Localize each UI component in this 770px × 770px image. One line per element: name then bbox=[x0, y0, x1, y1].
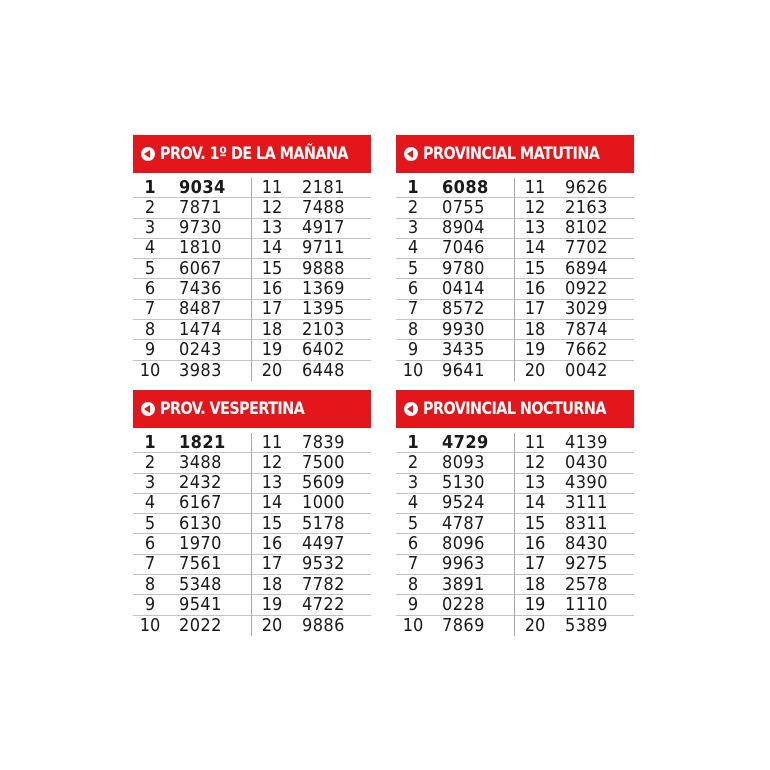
position-number: 12 bbox=[524, 196, 546, 218]
result-row bbox=[515, 595, 634, 615]
drawn-number: 7869 bbox=[442, 614, 485, 636]
result-row bbox=[252, 340, 371, 360]
result-row bbox=[252, 219, 371, 239]
position-number: 1 bbox=[407, 176, 419, 198]
result-row bbox=[515, 219, 634, 239]
result-row bbox=[252, 575, 371, 595]
drawn-number: 3111 bbox=[565, 492, 608, 514]
drawn-number: 6894 bbox=[565, 257, 608, 279]
result-row bbox=[515, 555, 634, 575]
result-row bbox=[252, 494, 371, 514]
drawn-number: 7488 bbox=[302, 196, 345, 218]
drawn-number: 6130 bbox=[179, 512, 222, 534]
drawn-number: 7662 bbox=[565, 338, 608, 360]
result-row bbox=[133, 361, 251, 381]
result-row bbox=[133, 474, 251, 494]
drawn-number: 7871 bbox=[179, 196, 222, 218]
result-row bbox=[515, 259, 634, 279]
position-number: 8 bbox=[144, 318, 156, 340]
position-number: 13 bbox=[261, 472, 283, 494]
position-number: 20 bbox=[524, 359, 546, 381]
drawn-number: 1395 bbox=[302, 298, 345, 320]
result-row bbox=[133, 433, 251, 453]
position-number: 14 bbox=[524, 492, 546, 514]
drawn-number: 8093 bbox=[442, 451, 485, 473]
result-row bbox=[396, 300, 514, 320]
result-row bbox=[396, 433, 514, 453]
drawn-number: 9963 bbox=[442, 553, 485, 575]
drawn-number: 4139 bbox=[565, 431, 608, 453]
result-row bbox=[396, 494, 514, 514]
drawn-number: 7561 bbox=[179, 553, 222, 575]
result-row bbox=[133, 178, 251, 198]
drawn-number: 8311 bbox=[565, 512, 608, 534]
drawn-number: 7046 bbox=[442, 237, 485, 259]
result-row bbox=[133, 219, 251, 239]
position-number: 7 bbox=[407, 298, 419, 320]
result-row bbox=[133, 320, 251, 340]
position-number: 15 bbox=[261, 257, 283, 279]
position-number: 8 bbox=[407, 318, 419, 340]
position-number: 4 bbox=[407, 237, 419, 259]
result-row bbox=[133, 616, 251, 636]
result-row bbox=[252, 361, 371, 381]
drawn-number: 8572 bbox=[442, 298, 485, 320]
position-number: 19 bbox=[261, 338, 283, 360]
position-number: 16 bbox=[524, 277, 546, 299]
panel-title: PROV. VESPERTINA bbox=[160, 399, 305, 419]
drawn-number: 4497 bbox=[302, 532, 345, 554]
arrow-left-circle-icon bbox=[141, 147, 155, 161]
position-number: 17 bbox=[524, 298, 546, 320]
position-number: 1 bbox=[144, 176, 156, 198]
result-row bbox=[515, 178, 634, 198]
results-column-left bbox=[396, 433, 515, 636]
panel-header bbox=[396, 390, 634, 428]
result-row bbox=[515, 361, 634, 381]
result-row bbox=[515, 279, 634, 299]
panel-header bbox=[396, 135, 634, 173]
results-panel bbox=[133, 390, 371, 636]
drawn-number: 8487 bbox=[179, 298, 222, 320]
drawn-number: 8430 bbox=[565, 532, 608, 554]
position-number: 11 bbox=[261, 176, 283, 198]
position-number: 8 bbox=[144, 573, 156, 595]
results-column-left bbox=[133, 178, 252, 381]
result-row bbox=[252, 534, 371, 554]
drawn-number: 5389 bbox=[565, 614, 608, 636]
results-panel bbox=[396, 135, 634, 381]
result-row bbox=[396, 616, 514, 636]
arrow-left-circle-icon bbox=[141, 402, 155, 416]
position-number: 18 bbox=[524, 573, 546, 595]
position-number: 10 bbox=[402, 359, 424, 381]
drawn-number: 4917 bbox=[302, 217, 345, 239]
drawn-number: 4722 bbox=[302, 593, 345, 615]
drawn-number: 3435 bbox=[442, 338, 485, 360]
drawn-number: 3029 bbox=[565, 298, 608, 320]
result-row bbox=[133, 494, 251, 514]
result-row bbox=[515, 494, 634, 514]
result-row bbox=[133, 453, 251, 473]
drawn-number: 6402 bbox=[302, 338, 345, 360]
drawn-number: 7436 bbox=[179, 277, 222, 299]
results-column-right bbox=[515, 178, 634, 381]
position-number: 13 bbox=[524, 217, 546, 239]
result-row bbox=[515, 340, 634, 360]
results-column-left bbox=[396, 178, 515, 381]
result-row bbox=[515, 198, 634, 218]
drawn-number: 2022 bbox=[179, 614, 222, 636]
position-number: 14 bbox=[261, 237, 283, 259]
position-number: 2 bbox=[144, 451, 156, 473]
position-number: 12 bbox=[261, 196, 283, 218]
position-number: 15 bbox=[261, 512, 283, 534]
result-row bbox=[252, 300, 371, 320]
result-row bbox=[252, 616, 371, 636]
position-number: 18 bbox=[261, 573, 283, 595]
drawn-number: 5348 bbox=[179, 573, 222, 595]
panel-header bbox=[133, 390, 371, 428]
result-row bbox=[396, 514, 514, 534]
position-number: 2 bbox=[144, 196, 156, 218]
position-number: 9 bbox=[144, 338, 156, 360]
position-number: 17 bbox=[261, 553, 283, 575]
result-row bbox=[515, 616, 634, 636]
result-row bbox=[515, 575, 634, 595]
position-number: 3 bbox=[144, 472, 156, 494]
result-row bbox=[515, 300, 634, 320]
drawn-number: 5130 bbox=[442, 472, 485, 494]
result-row bbox=[252, 474, 371, 494]
arrow-left-circle-icon bbox=[404, 147, 418, 161]
position-number: 10 bbox=[402, 614, 424, 636]
position-number: 11 bbox=[524, 176, 546, 198]
result-row bbox=[252, 453, 371, 473]
drawn-number: 7782 bbox=[302, 573, 345, 595]
result-row bbox=[396, 575, 514, 595]
result-row bbox=[396, 555, 514, 575]
position-number: 7 bbox=[144, 298, 156, 320]
drawn-number: 1970 bbox=[179, 532, 222, 554]
drawn-number: 9541 bbox=[179, 593, 222, 615]
drawn-number: 9888 bbox=[302, 257, 345, 279]
drawn-number: 3488 bbox=[179, 451, 222, 473]
panel-header bbox=[133, 135, 371, 173]
position-number: 20 bbox=[261, 359, 283, 381]
result-row bbox=[396, 198, 514, 218]
results-columns bbox=[396, 178, 634, 381]
position-number: 19 bbox=[261, 593, 283, 615]
results-columns bbox=[133, 178, 371, 381]
position-number: 5 bbox=[144, 257, 156, 279]
position-number: 10 bbox=[139, 359, 161, 381]
position-number: 11 bbox=[524, 431, 546, 453]
position-number: 13 bbox=[261, 217, 283, 239]
result-row bbox=[133, 239, 251, 259]
result-row bbox=[396, 340, 514, 360]
result-row bbox=[396, 361, 514, 381]
arrow-left-circle-icon bbox=[404, 402, 418, 416]
result-row bbox=[252, 595, 371, 615]
drawn-number: 9626 bbox=[565, 176, 608, 198]
position-number: 7 bbox=[144, 553, 156, 575]
drawn-number: 9034 bbox=[179, 176, 226, 198]
result-row bbox=[252, 320, 371, 340]
drawn-number: 4390 bbox=[565, 472, 608, 494]
result-row bbox=[133, 340, 251, 360]
position-number: 15 bbox=[524, 512, 546, 534]
drawn-number: 9524 bbox=[442, 492, 485, 514]
result-row bbox=[133, 555, 251, 575]
results-column-right bbox=[252, 433, 371, 636]
drawn-number: 0430 bbox=[565, 451, 608, 473]
position-number: 3 bbox=[407, 472, 419, 494]
drawn-number: 9275 bbox=[565, 553, 608, 575]
drawn-number: 8102 bbox=[565, 217, 608, 239]
result-row bbox=[396, 178, 514, 198]
drawn-number: 1000 bbox=[302, 492, 345, 514]
position-number: 6 bbox=[407, 532, 419, 554]
position-number: 5 bbox=[407, 512, 419, 534]
drawn-number: 4787 bbox=[442, 512, 485, 534]
position-number: 17 bbox=[261, 298, 283, 320]
result-row bbox=[133, 575, 251, 595]
drawn-number: 4729 bbox=[442, 431, 489, 453]
result-row bbox=[133, 279, 251, 299]
position-number: 16 bbox=[524, 532, 546, 554]
drawn-number: 0228 bbox=[442, 593, 485, 615]
position-number: 1 bbox=[407, 431, 419, 453]
position-number: 19 bbox=[524, 593, 546, 615]
position-number: 2 bbox=[407, 451, 419, 473]
drawn-number: 1110 bbox=[565, 593, 608, 615]
position-number: 11 bbox=[261, 431, 283, 453]
drawn-number: 2163 bbox=[565, 196, 608, 218]
position-number: 4 bbox=[144, 237, 156, 259]
result-row bbox=[252, 279, 371, 299]
drawn-number: 9930 bbox=[442, 318, 485, 340]
result-row bbox=[252, 514, 371, 534]
drawn-number: 1810 bbox=[179, 237, 222, 259]
drawn-number: 6167 bbox=[179, 492, 222, 514]
result-row bbox=[396, 219, 514, 239]
result-row bbox=[252, 433, 371, 453]
result-row bbox=[133, 534, 251, 554]
result-row bbox=[133, 259, 251, 279]
result-row bbox=[515, 433, 634, 453]
position-number: 15 bbox=[524, 257, 546, 279]
position-number: 3 bbox=[407, 217, 419, 239]
result-row bbox=[515, 534, 634, 554]
position-number: 9 bbox=[407, 338, 419, 360]
result-row bbox=[252, 239, 371, 259]
drawn-number: 1369 bbox=[302, 277, 345, 299]
drawn-number: 1821 bbox=[179, 431, 226, 453]
result-row bbox=[252, 555, 371, 575]
drawn-number: 0042 bbox=[565, 359, 608, 381]
result-row bbox=[396, 320, 514, 340]
position-number: 14 bbox=[524, 237, 546, 259]
result-row bbox=[396, 474, 514, 494]
drawn-number: 9730 bbox=[179, 217, 222, 239]
result-row bbox=[133, 198, 251, 218]
position-number: 13 bbox=[524, 472, 546, 494]
result-row bbox=[396, 595, 514, 615]
result-row bbox=[252, 198, 371, 218]
result-row bbox=[133, 514, 251, 534]
result-row bbox=[515, 474, 634, 494]
result-row bbox=[133, 595, 251, 615]
drawn-number: 5178 bbox=[302, 512, 345, 534]
results-column-left bbox=[133, 433, 252, 636]
results-columns bbox=[133, 433, 371, 636]
result-row bbox=[515, 514, 634, 534]
result-row bbox=[396, 534, 514, 554]
drawn-number: 7500 bbox=[302, 451, 345, 473]
drawn-number: 6067 bbox=[179, 257, 222, 279]
results-panel bbox=[396, 390, 634, 636]
position-number: 6 bbox=[144, 277, 156, 299]
drawn-number: 0414 bbox=[442, 277, 485, 299]
drawn-number: 7874 bbox=[565, 318, 608, 340]
panel-title: PROVINCIAL NOCTURNA bbox=[423, 399, 606, 419]
drawn-number: 9711 bbox=[302, 237, 345, 259]
position-number: 10 bbox=[139, 614, 161, 636]
drawn-number: 2578 bbox=[565, 573, 608, 595]
position-number: 4 bbox=[144, 492, 156, 514]
drawn-number: 9780 bbox=[442, 257, 485, 279]
position-number: 14 bbox=[261, 492, 283, 514]
position-number: 1 bbox=[144, 431, 156, 453]
position-number: 9 bbox=[144, 593, 156, 615]
result-row bbox=[133, 300, 251, 320]
position-number: 12 bbox=[261, 451, 283, 473]
drawn-number: 0755 bbox=[442, 196, 485, 218]
position-number: 20 bbox=[524, 614, 546, 636]
result-row bbox=[252, 259, 371, 279]
drawn-number: 8904 bbox=[442, 217, 485, 239]
results-columns bbox=[396, 433, 634, 636]
drawn-number: 7839 bbox=[302, 431, 345, 453]
drawn-number: 2103 bbox=[302, 318, 345, 340]
position-number: 8 bbox=[407, 573, 419, 595]
results-column-right bbox=[252, 178, 371, 381]
drawn-number: 2181 bbox=[302, 176, 345, 198]
drawn-number: 3891 bbox=[442, 573, 485, 595]
position-number: 6 bbox=[144, 532, 156, 554]
result-row bbox=[515, 453, 634, 473]
position-number: 16 bbox=[261, 532, 283, 554]
results-panel bbox=[133, 135, 371, 381]
result-row bbox=[396, 453, 514, 473]
position-number: 9 bbox=[407, 593, 419, 615]
drawn-number: 2432 bbox=[179, 472, 222, 494]
position-number: 7 bbox=[407, 553, 419, 575]
result-row bbox=[252, 178, 371, 198]
drawn-number: 8096 bbox=[442, 532, 485, 554]
drawn-number: 6088 bbox=[442, 176, 489, 198]
drawn-number: 7702 bbox=[565, 237, 608, 259]
drawn-number: 3983 bbox=[179, 359, 222, 381]
position-number: 19 bbox=[524, 338, 546, 360]
position-number: 2 bbox=[407, 196, 419, 218]
drawn-number: 6448 bbox=[302, 359, 345, 381]
position-number: 16 bbox=[261, 277, 283, 299]
result-row bbox=[515, 239, 634, 259]
drawn-number: 9641 bbox=[442, 359, 485, 381]
results-column-right bbox=[515, 433, 634, 636]
position-number: 4 bbox=[407, 492, 419, 514]
drawn-number: 0243 bbox=[179, 338, 222, 360]
drawn-number: 1474 bbox=[179, 318, 222, 340]
position-number: 5 bbox=[407, 257, 419, 279]
result-row bbox=[515, 320, 634, 340]
position-number: 12 bbox=[524, 451, 546, 473]
result-row bbox=[396, 239, 514, 259]
position-number: 3 bbox=[144, 217, 156, 239]
result-row bbox=[396, 279, 514, 299]
drawn-number: 9532 bbox=[302, 553, 345, 575]
position-number: 18 bbox=[261, 318, 283, 340]
position-number: 17 bbox=[524, 553, 546, 575]
result-row bbox=[396, 259, 514, 279]
drawn-number: 0922 bbox=[565, 277, 608, 299]
panel-title: PROVINCIAL MATUTINA bbox=[423, 144, 600, 164]
position-number: 5 bbox=[144, 512, 156, 534]
position-number: 20 bbox=[261, 614, 283, 636]
drawn-number: 9886 bbox=[302, 614, 345, 636]
drawn-number: 5609 bbox=[302, 472, 345, 494]
panel-title: PROV. 1º DE LA MAÑANA bbox=[160, 144, 348, 164]
position-number: 18 bbox=[524, 318, 546, 340]
position-number: 6 bbox=[407, 277, 419, 299]
